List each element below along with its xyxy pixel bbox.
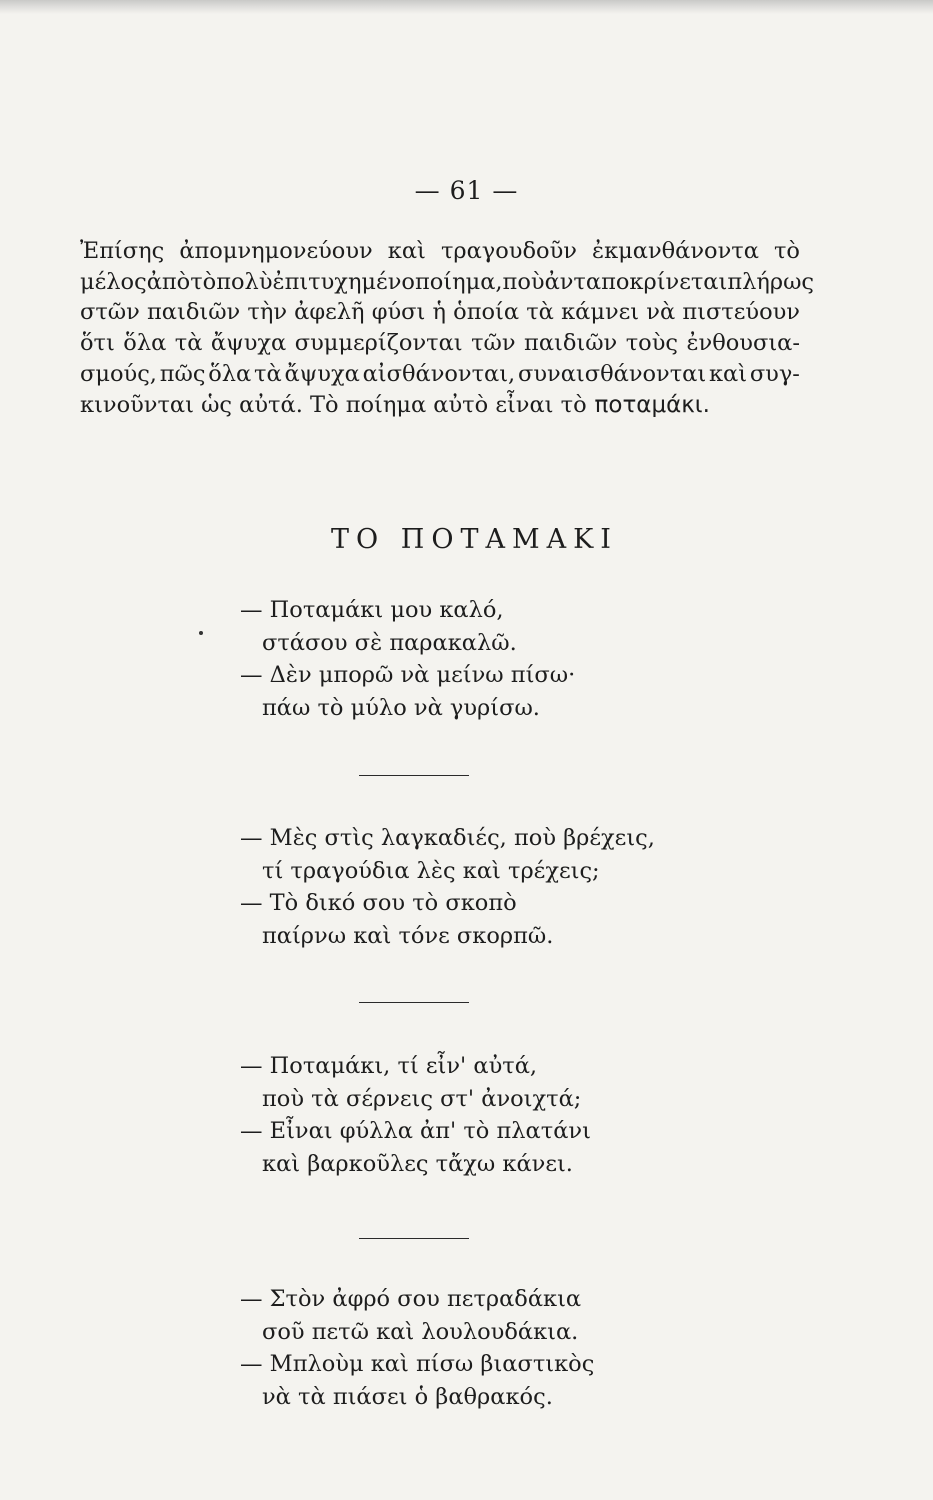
intro-word: πλήρως bbox=[727, 268, 815, 295]
ink-speck bbox=[199, 631, 203, 635]
poem-stanza bbox=[240, 594, 575, 724]
intro-word: ὅλα bbox=[208, 360, 252, 387]
intro-word: Ἐπίσης bbox=[80, 238, 165, 264]
stanza-separator bbox=[359, 1002, 469, 1003]
intro-last-line-text: κινοῦνται ὡς αὐτά. Τὸ ποίημα αὐτὸ εἶναι τὸ bbox=[80, 391, 587, 418]
verse-line: — Μπλοὺμ καὶ πίσω βιαστικὸς bbox=[240, 1351, 595, 1377]
intro-word: μέλος bbox=[80, 268, 147, 295]
intro-word: κάμνει bbox=[561, 299, 640, 326]
intro-word: συμμερίζονται bbox=[294, 330, 463, 357]
intro-word: ἐπιτυχημένο bbox=[272, 268, 415, 295]
intro-word: καὶ bbox=[387, 238, 426, 264]
intro-word: συναισθάνονται bbox=[517, 360, 707, 387]
intro-word: ὅλα bbox=[123, 330, 167, 357]
intro-line bbox=[80, 359, 800, 390]
verse-line: στάσου σὲ παρακαλῶ. bbox=[262, 629, 517, 656]
intro-word: στῶν bbox=[80, 299, 140, 326]
intro-word: τραγουδοῦν bbox=[440, 238, 577, 264]
intro-word: τοὺς bbox=[625, 330, 678, 357]
intro-line-last bbox=[80, 390, 800, 421]
intro-word: ἐκμανθάνοντα bbox=[592, 238, 759, 264]
intro-word: αἰσθάνονται, bbox=[362, 360, 516, 387]
intro-word: τὸ bbox=[190, 268, 217, 295]
intro-paragraph bbox=[80, 236, 815, 420]
intro-word: ἀνταποκρίνεται bbox=[544, 268, 728, 295]
intro-word: τὸ bbox=[773, 238, 800, 264]
intro-word: ὅτι bbox=[80, 330, 115, 357]
intro-word: πῶς bbox=[159, 360, 206, 387]
page-top-edge bbox=[0, 0, 933, 14]
intro-word: ἐνθουσια- bbox=[686, 330, 800, 357]
intro-line bbox=[80, 328, 800, 359]
verse-line: — Τὸ δικό σου τὸ σκοπὸ bbox=[240, 890, 517, 916]
intro-word: τὰ bbox=[174, 330, 203, 357]
intro-word: ἄψυχα bbox=[210, 330, 287, 357]
poem-stanza bbox=[240, 1283, 594, 1413]
intro-word: ἄψυχα bbox=[284, 360, 360, 387]
intro-line bbox=[80, 236, 800, 267]
verse-line: — Στὸν ἀφρό σου πετραδάκια bbox=[240, 1286, 582, 1312]
intro-poem-name: ποταμάκι. bbox=[594, 391, 710, 418]
intro-word: ἀπομνημονεύουν bbox=[179, 238, 373, 264]
verse-line: πάω τὸ μύλο νὰ γυρίσω. bbox=[262, 694, 540, 721]
verse-line: — Ποταμάκι μου καλό, bbox=[240, 597, 504, 623]
intro-word: παιδιῶν bbox=[147, 299, 241, 326]
poem-stanza bbox=[240, 822, 655, 952]
stanza-separator bbox=[359, 775, 469, 776]
intro-word: συγ- bbox=[749, 360, 800, 387]
poem-stanza bbox=[240, 1050, 591, 1180]
intro-line bbox=[80, 267, 815, 298]
verse-line: νὰ τὰ πιάσει ὁ βαθρακός. bbox=[262, 1383, 553, 1410]
stanza-separator bbox=[359, 1238, 469, 1239]
verse-line: σοῦ πετῶ καὶ λουλουδάκια. bbox=[262, 1318, 579, 1345]
verse-line: — Μὲς στὶς λαγκαδιές, ποὺ βρέχεις, bbox=[240, 825, 655, 851]
intro-word: τῶν bbox=[471, 330, 516, 357]
intro-word: καὶ bbox=[708, 360, 748, 387]
intro-word: ὁποία bbox=[453, 299, 520, 326]
intro-word: πιστεύουν bbox=[682, 299, 800, 326]
page-number: — 61 — bbox=[414, 176, 519, 205]
intro-word: ἡ bbox=[432, 299, 446, 326]
verse-line: — Εἶναι φύλλα ἀπ' τὸ πλατάνι bbox=[240, 1118, 591, 1144]
verse-line: — Δὲν μπορῶ νὰ μείνω πίσω· bbox=[240, 662, 576, 688]
intro-word: τὴν bbox=[247, 299, 287, 326]
intro-line bbox=[80, 297, 800, 328]
intro-word: τὰ bbox=[254, 360, 282, 387]
intro-word: ποὺ bbox=[502, 268, 545, 295]
intro-word: τὰ bbox=[526, 299, 554, 326]
intro-word: ἀπὸ bbox=[146, 268, 191, 295]
verse-line: τί τραγούδια λὲς καὶ τρέχεις; bbox=[262, 857, 600, 884]
intro-word: πολὺ bbox=[216, 268, 273, 295]
intro-word: νὰ bbox=[646, 299, 676, 326]
verse-line: — Ποταμάκι, τί εἶν' αὐτά, bbox=[240, 1053, 538, 1079]
intro-word: ποίημα, bbox=[414, 268, 503, 295]
verse-line: παίρνω καὶ τόνε σκορπῶ. bbox=[262, 922, 554, 949]
poem-title: ΤΟ ΠΟΤΑΜΑΚΙ bbox=[331, 524, 618, 555]
intro-word: φύσι bbox=[371, 299, 426, 326]
intro-word: παιδιῶν bbox=[524, 330, 618, 357]
intro-word: σμούς, bbox=[80, 360, 157, 387]
verse-line: ποὺ τὰ σέρνεις στ' ἀνοιχτά; bbox=[262, 1085, 582, 1112]
intro-word: ἀφελῆ bbox=[294, 299, 365, 326]
verse-line: καὶ βαρκοῦλες τἄχω κάνει. bbox=[262, 1150, 573, 1177]
